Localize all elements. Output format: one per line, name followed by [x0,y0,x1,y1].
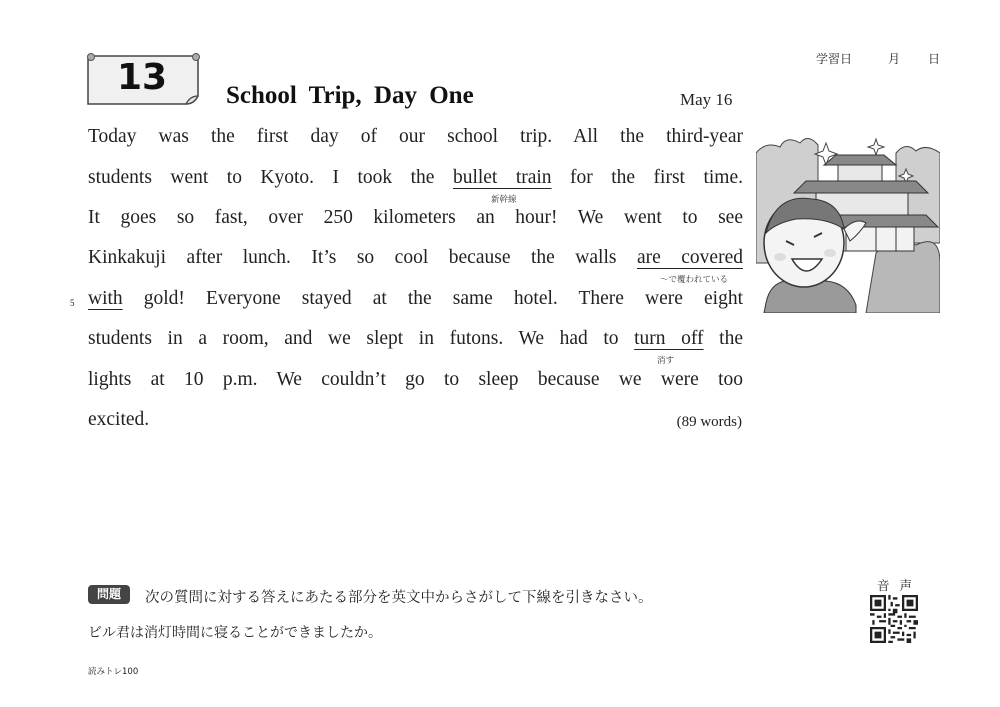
book-footer: 読みトレ100 [88,667,139,677]
question-text: ビル君は消灯時間に寝ることができましたか。 [88,625,382,641]
study-month-label: 月 [888,52,901,66]
passage-line-5: with gold! Everyone stayed at the same hotel. There were eight [88,288,743,309]
underlined-phrase: bullet train [452,167,552,188]
underlined-phrase: turn off [634,328,704,349]
passage-line-4: Kinkakuji after lunch. It’s so cool because the walls are covered [88,247,743,268]
underlined-phrase: with [88,288,123,309]
passage-line-3: It goes so fast, over 250 kilometers an hour! We went to see [88,207,743,228]
lesson-date: May 16 [680,90,733,109]
lesson-title: School Trip, Day One [226,82,474,109]
word-count: (89 words) [676,414,742,430]
underlined-phrase: are covered [636,247,743,268]
gloss-turn-off: 消す [657,356,675,366]
line-number-marker: 5 [70,298,75,308]
passage-line-2: students went to Kyoto. I took the bullet train for the first time. [88,167,743,188]
audio-label: 音 声 [877,578,915,593]
passage-line-6: students in a room, and we slept in futons. We had to turn off the [88,328,744,349]
gloss-are-covered-with: ～で覆われている [660,275,729,285]
question-badge: 問題 [88,585,130,604]
passage-line-1: Today was the first day of our school trip. All the third-year [88,126,743,147]
kinkakuji-illustration [756,133,940,313]
passage-line-8: excited. [88,409,150,430]
study-date-label: 学習日 [816,52,853,66]
gloss-bullet-train: 新幹線 [491,195,517,205]
question-instruction: 次の質問に対する答えにあたる部分を英文中からさがして下線を引きなさい。 [145,590,653,606]
passage-line-7: lights at 10 p.m. We couldn’t go to sleep because we were too [88,369,743,390]
lesson-number-badge [86,52,204,106]
study-day-label: 日 [928,52,941,66]
lesson-number: 13 [116,57,168,98]
audio-qr-code[interactable] [870,595,918,643]
